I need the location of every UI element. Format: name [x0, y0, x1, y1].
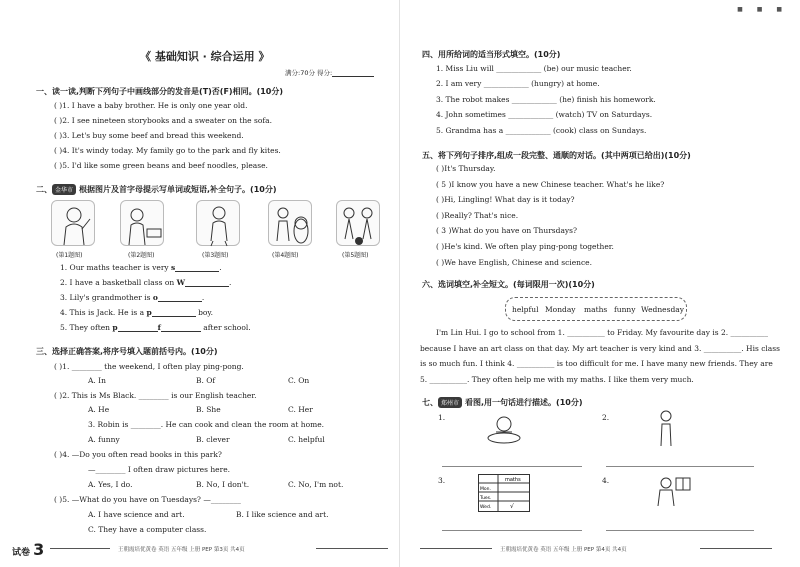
- caption-4: (第4题图): [272, 252, 299, 259]
- s5-item: ( )It's Thursday.: [436, 164, 496, 173]
- s4-item: 4. John sometimes ____________ (watch) TV on Saturdays.: [436, 110, 653, 119]
- page-title: 《 基础知识 · 综合运用 》: [140, 50, 270, 63]
- timetable-header: maths: [505, 477, 521, 483]
- s7-num-3: 3.: [438, 476, 446, 485]
- section2-heading: 二、 金华市 根据图片及首字母提示写单词或短语,补全句子。(10分): [36, 185, 277, 194]
- s5-item: ( )We have English, Chinese and science.: [436, 258, 593, 267]
- s3-q2-a: A. He: [88, 405, 110, 414]
- top-marks: ■ ■ ■: [737, 6, 788, 13]
- s4-item: 2. I am very ____________ (hungry) at home.: [436, 79, 600, 88]
- s2-item: 5. They often p f after school.: [60, 323, 251, 332]
- s3-q2-c: C. Her: [288, 405, 313, 414]
- s6-para-line: I'm Lin Hui. I go to school from 1. __________ to Friday. My favourite day is 2. __________: [436, 328, 768, 337]
- s3-q4-b: —________ I often draw pictures here.: [88, 465, 231, 474]
- footer-rule-left: [50, 548, 110, 549]
- section5-heading: 五、将下列句子排序,组成一段完整、通顺的对话。(其中两项已给出)(10分): [422, 151, 691, 160]
- s1-item: ( )3. Let's buy some beef and bread this weekend.: [54, 131, 244, 140]
- footer-left: 王朝霞培优黄卷 英语 五年级 上册 PEP 第3页 共4页: [118, 547, 245, 553]
- score-line: 满分:70分 得分:: [285, 68, 374, 77]
- picture-7-4: [652, 474, 692, 508]
- timetable: [478, 474, 530, 512]
- timetable-row: Wed.: [480, 505, 492, 510]
- s3-q1: ( )1. ________ the weekend, I often play ping-pong.: [54, 362, 244, 371]
- timetable-row: Mon.: [480, 487, 491, 492]
- page-divider: [399, 0, 400, 567]
- section3-heading: 三、选择正确答案,将序号填入题前括号内。(10分): [36, 347, 218, 356]
- s3-q4: ( )4. —Do you often read books in this park?: [54, 450, 222, 459]
- footer-rule-right2: [700, 548, 772, 549]
- word-wednesday: Wednesday: [641, 305, 684, 314]
- caption-1: (第1题图): [56, 252, 83, 259]
- s1-item: ( )1. I have a baby brother. He is only one year old.: [54, 101, 248, 110]
- s2-item: 4. This is Jack. He is a p boy.: [60, 308, 214, 317]
- picture-1: [51, 200, 95, 246]
- s6-para-line: because I have an art class on that day. My art teacher is very kind and 3. __________. His class: [420, 344, 780, 353]
- picture-7-2: [656, 410, 676, 448]
- s4-item: 1. Miss Liu will ____________ (be) our music teacher.: [436, 64, 632, 73]
- picture-3: [196, 200, 240, 246]
- s3-q5-a: A. I have science and art.: [88, 510, 185, 519]
- section4-heading: 四、用所给词的适当形式填空。(10分): [422, 50, 561, 59]
- s3-q3: 3. Robin is ________. He can cook and clean the room at home.: [88, 420, 325, 429]
- s7-num-2: 2.: [602, 413, 610, 422]
- s3-q1-a: A. In: [88, 376, 106, 385]
- s1-item: ( )5. I'd like some green beans and beef noodles, please.: [54, 161, 268, 170]
- picture-2: [120, 200, 164, 246]
- s3-q4-c: C. No, I'm not.: [288, 480, 344, 489]
- s4-item: 5. Grandma has a ____________ (cook) class on Sundays.: [436, 126, 647, 135]
- word-helpful: helpful: [512, 305, 539, 314]
- s3-q3-b: B. clever: [196, 435, 230, 444]
- caption-2: (第2题图): [128, 252, 155, 259]
- s7-num-1: 1.: [438, 413, 446, 422]
- s3-q3-c: C. helpful: [288, 435, 325, 444]
- s3-q5: ( )5. —What do you have on Tuesdays? —________: [54, 495, 241, 504]
- word-monday: Monday: [545, 305, 576, 314]
- answer-line-4: [606, 530, 754, 531]
- city-tag-2: 郑州市: [438, 397, 462, 408]
- s5-item: ( )Hi, Lingling! What day is it today?: [436, 195, 575, 204]
- section1-heading: 一、读一读,判断下列句子中画线部分的发音是(T)否(F)相同。(10分): [36, 87, 284, 96]
- s7-num-4: 4.: [602, 476, 610, 485]
- s2-item: 3. Lily's grandmother is o .: [60, 293, 205, 302]
- s3-q5-b: B. I like science and art.: [236, 510, 329, 519]
- shijuan-label: 试卷 3: [12, 540, 45, 559]
- s3-q2: ( )2. This is Ms Black. ________ is our English teacher.: [54, 391, 257, 400]
- s5-item: ( )Really? That's nice.: [436, 211, 519, 220]
- footer-rule-left2: [316, 548, 388, 549]
- word-maths: maths: [584, 305, 608, 314]
- s4-item: 3. The robot makes ____________ (he) finish his homework.: [436, 95, 656, 104]
- s3-q4-a: A. Yes, I do.: [88, 480, 133, 489]
- s3-q1-c: C. On: [288, 376, 310, 385]
- s5-item: ( )He's kind. We often play ping-pong together.: [436, 242, 614, 251]
- footer-rule-right: [420, 548, 492, 549]
- section6-heading: 六、选词填空,补全短文。(每词限用一次)(10分): [422, 280, 595, 289]
- answer-line-1: [442, 466, 582, 467]
- s3-q1-b: B. Of: [196, 376, 216, 385]
- s1-item: ( )4. It's windy today. My family go to the park and fly kites.: [54, 146, 281, 155]
- s5-item: ( 5 )I know you have a new Chinese teacher. What's he like?: [436, 180, 665, 189]
- s6-para-line: 5. __________. They often help me with my maths. I like them very much.: [420, 375, 694, 384]
- footer-right: 王朝霞培优黄卷 英语 五年级 上册 PEP 第4页 共4页: [500, 547, 627, 553]
- answer-line-2: [606, 466, 754, 467]
- s5-item: ( 3 )What do you have on Thursdays?: [436, 226, 578, 235]
- s3-q4-bo: B. No, I don't.: [196, 480, 250, 489]
- timetable-check: √: [510, 503, 514, 510]
- s3-q2-b: B. She: [196, 405, 221, 414]
- caption-3: (第3题图): [202, 252, 229, 259]
- caption-5: (第5题图): [342, 252, 369, 259]
- s2-item: 1. Our maths teacher is very s .: [60, 263, 222, 272]
- timetable-row: Tues.: [480, 496, 492, 501]
- picture-4: [268, 200, 312, 246]
- s6-para-line: is so much fun. I think 4. __________ is too difficult for me. I have many new friends. They are: [420, 359, 773, 368]
- word-funny: funny: [614, 305, 636, 314]
- picture-7-1: [486, 412, 522, 446]
- s1-item: ( )2. I see nineteen storybooks and a sweater on the sofa.: [54, 116, 272, 125]
- s3-q5-c: C. They have a computer class.: [88, 525, 207, 534]
- s2-item: 2. I have a basketball class on W .: [60, 278, 232, 287]
- s3-q3-a: A. funny: [88, 435, 120, 444]
- section7-heading: 七、 郑州市 看图,用一句话进行描述。(10分): [422, 398, 583, 407]
- city-tag: 金华市: [52, 184, 76, 195]
- answer-line-3: [442, 530, 582, 531]
- picture-5: [336, 200, 380, 246]
